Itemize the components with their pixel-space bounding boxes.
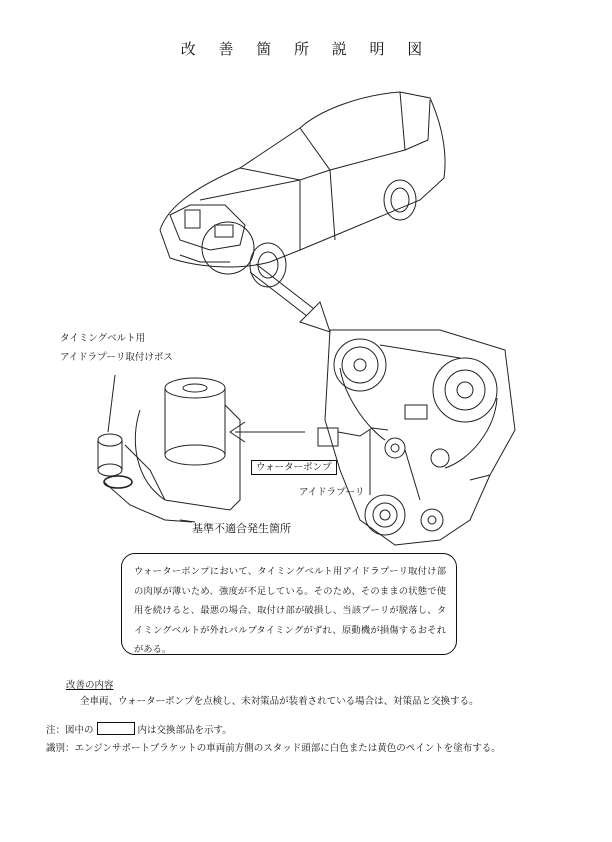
- boss-label-line2: アイドラプーリ取付けボス: [60, 352, 173, 363]
- note-box-symbol: [97, 722, 135, 735]
- idler-pulley-label: アイドラプーリ: [299, 487, 365, 498]
- defect-location-label: 基準不適合発生箇所: [192, 522, 291, 535]
- zoom-arrow: [250, 264, 330, 332]
- water-pump-label: ウォーターポンプ: [251, 460, 337, 475]
- improvement-text: 全車両、ウォーターポンプを点検し、未対策品が装着されている場合は、対策品と交換する。: [80, 696, 479, 707]
- identification-note: 識別：エンジンサポートブラケットの車両前方側のスタッド頭部に白色または黄色のペイントを塗布する。: [46, 743, 501, 754]
- car-illustration: [160, 92, 445, 287]
- note-line: [46, 722, 232, 736]
- improvement-heading: 改善の内容: [66, 680, 114, 691]
- engine-timing-diagram: [318, 330, 515, 545]
- page-title: 改 善 箇 所 説 明 図: [180, 40, 432, 58]
- defect-description: ウォーターポンプにおいて、タイミングベルト用アイドラプーリ取付け部の肉厚が薄いため、強度が不足している。そのため、そのままの状態で使用を続けると、最悪の場合、取付け部が破損し、当該プーリが脱落し、タイミングベルトが外れバルブタイミングがずれ、原動機が損傷するおそれがある。: [121, 553, 457, 655]
- note-prefix: 注：図中の: [46, 725, 94, 736]
- note-suffix: 内は交換部品を示す。: [137, 725, 232, 736]
- boss-label-line1: タイミングベルト用: [60, 333, 146, 344]
- water-pump-detail: [98, 375, 240, 522]
